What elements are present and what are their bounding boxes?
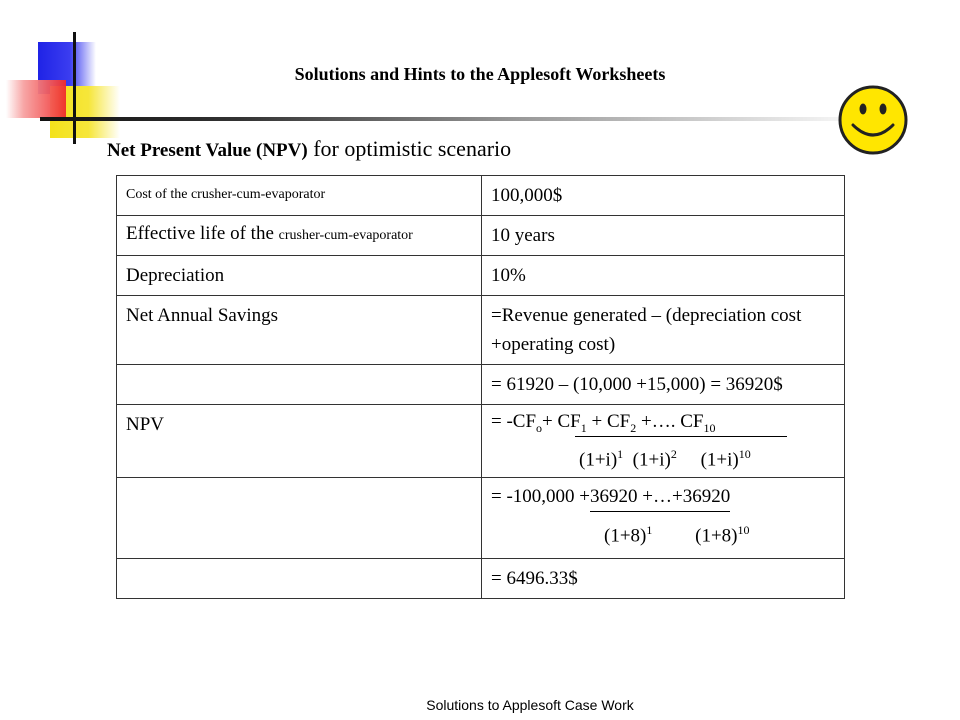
table-row	[117, 216, 845, 256]
table-row	[117, 296, 845, 365]
slide-title: Solutions and Hints to the Applesoft Worksheets	[294, 64, 666, 84]
row-label	[117, 478, 482, 559]
subtitle-bold: Net Present Value (NPV)	[107, 140, 308, 161]
npv-formula	[482, 405, 845, 478]
row-label	[117, 216, 482, 256]
label-part: Effective life of the	[126, 223, 279, 244]
table-row	[117, 478, 845, 559]
row-value: 10%	[482, 256, 845, 296]
row-value: =Revenue generated – (depreciation cost +operating cost)	[482, 296, 845, 365]
formula-denominators: $(1+i)^1$ $(1+i)^2$ $(1+i)^{10}$	[579, 446, 751, 471]
formula-numerator: = $-CF_o+ CF_1 + CF_2$ +…. $CF_{10}$	[491, 411, 716, 435]
row-label	[117, 559, 482, 599]
decor-vertical-line	[73, 32, 76, 144]
row-value: 100,000$	[482, 176, 845, 216]
row-label: Net Annual Savings	[117, 296, 482, 365]
slide-subtitle	[107, 136, 511, 162]
table-row	[117, 176, 845, 216]
calc-denominators: $(1+8)^1$ $(1+8)^{10}$	[604, 523, 750, 547]
row-label	[117, 365, 482, 405]
calc-numerator: = -100,000 +36920 +…+36920	[491, 483, 835, 512]
decor-horizontal-line	[40, 117, 840, 121]
row-label: Depreciation	[117, 256, 482, 296]
table-row	[117, 559, 845, 599]
label-part-small: crusher-cum-evaporator	[278, 228, 413, 243]
table-row	[117, 365, 845, 405]
decor-red-square	[6, 80, 66, 118]
subtitle-rest: for optimistic scenario	[307, 136, 512, 161]
slide-footer: Solutions to Applesoft Case Work	[426, 697, 634, 713]
row-label: Cost of the crusher-cum-evaporator	[117, 176, 482, 216]
npv-table	[116, 175, 845, 599]
row-value: = 61920 – (10,000 +15,000) = 36920$	[482, 365, 845, 405]
row-value: = 6496.33$	[482, 559, 845, 599]
table-row	[117, 256, 845, 296]
row-value: 10 years	[482, 216, 845, 256]
npv-calculation	[482, 478, 845, 559]
table-row	[117, 405, 845, 478]
row-label: NPV	[117, 405, 482, 478]
smiley-face-icon	[836, 82, 912, 158]
